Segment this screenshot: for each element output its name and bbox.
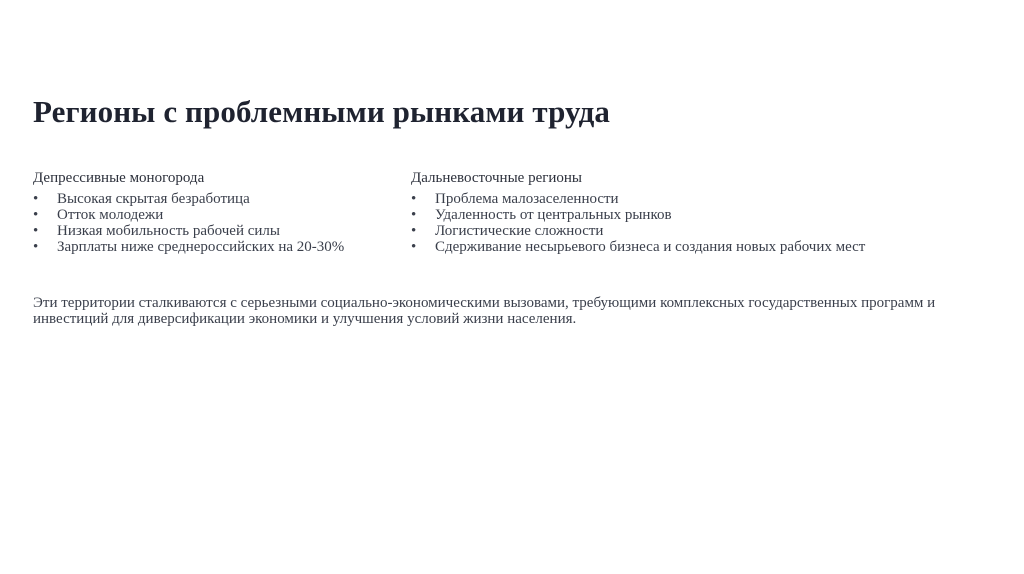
list-item-text: Логистические сложности	[435, 223, 604, 239]
slide-title: Регионы с проблемными рынками труда	[33, 94, 611, 129]
column-heading: Депрессивные моногорода	[33, 170, 205, 186]
bullet-icon: •	[33, 223, 39, 239]
column-far-east-regions	[411, 170, 1001, 255]
list-item-text: Высокая скрытая безработица	[57, 191, 250, 207]
list-item	[411, 207, 1001, 223]
summary-paragraph: Эти территории сталкиваются с серьезными социально-экономическими вызовами, требующими комплексных государственных программ и инвестиций для диверсификации экономики и улучшения условий жизни населения.	[33, 295, 936, 327]
column-heading: Дальневосточные регионы	[411, 170, 583, 186]
list-item	[33, 223, 393, 239]
bullet-list	[33, 191, 393, 255]
bullet-icon: •	[411, 191, 417, 207]
bullet-icon: •	[33, 191, 39, 207]
bullet-icon: •	[33, 207, 39, 223]
list-item-text: Отток молодежи	[57, 207, 164, 223]
list-item-text: Удаленность от центральных рынков	[435, 207, 672, 223]
list-item-text: Сдерживание несырьевого бизнеса и создания новых рабочих мест	[435, 239, 866, 255]
list-item-text: Низкая мобильность рабочей силы	[57, 223, 280, 239]
list-item-text: Проблема малозаселенности	[435, 191, 619, 207]
list-item	[411, 191, 1001, 207]
list-item	[33, 191, 393, 207]
bullet-list	[411, 191, 1001, 255]
list-item	[33, 239, 393, 255]
bullet-icon: •	[33, 239, 39, 255]
bullet-icon: •	[411, 239, 417, 255]
list-item	[33, 207, 393, 223]
column-depressed-monotowns	[33, 170, 393, 255]
bullet-icon: •	[411, 223, 417, 239]
list-item	[411, 223, 1001, 239]
list-item	[411, 239, 1001, 255]
bullet-icon: •	[411, 207, 417, 223]
list-item-text: Зарплаты ниже среднероссийских на 20-30%	[57, 239, 345, 255]
